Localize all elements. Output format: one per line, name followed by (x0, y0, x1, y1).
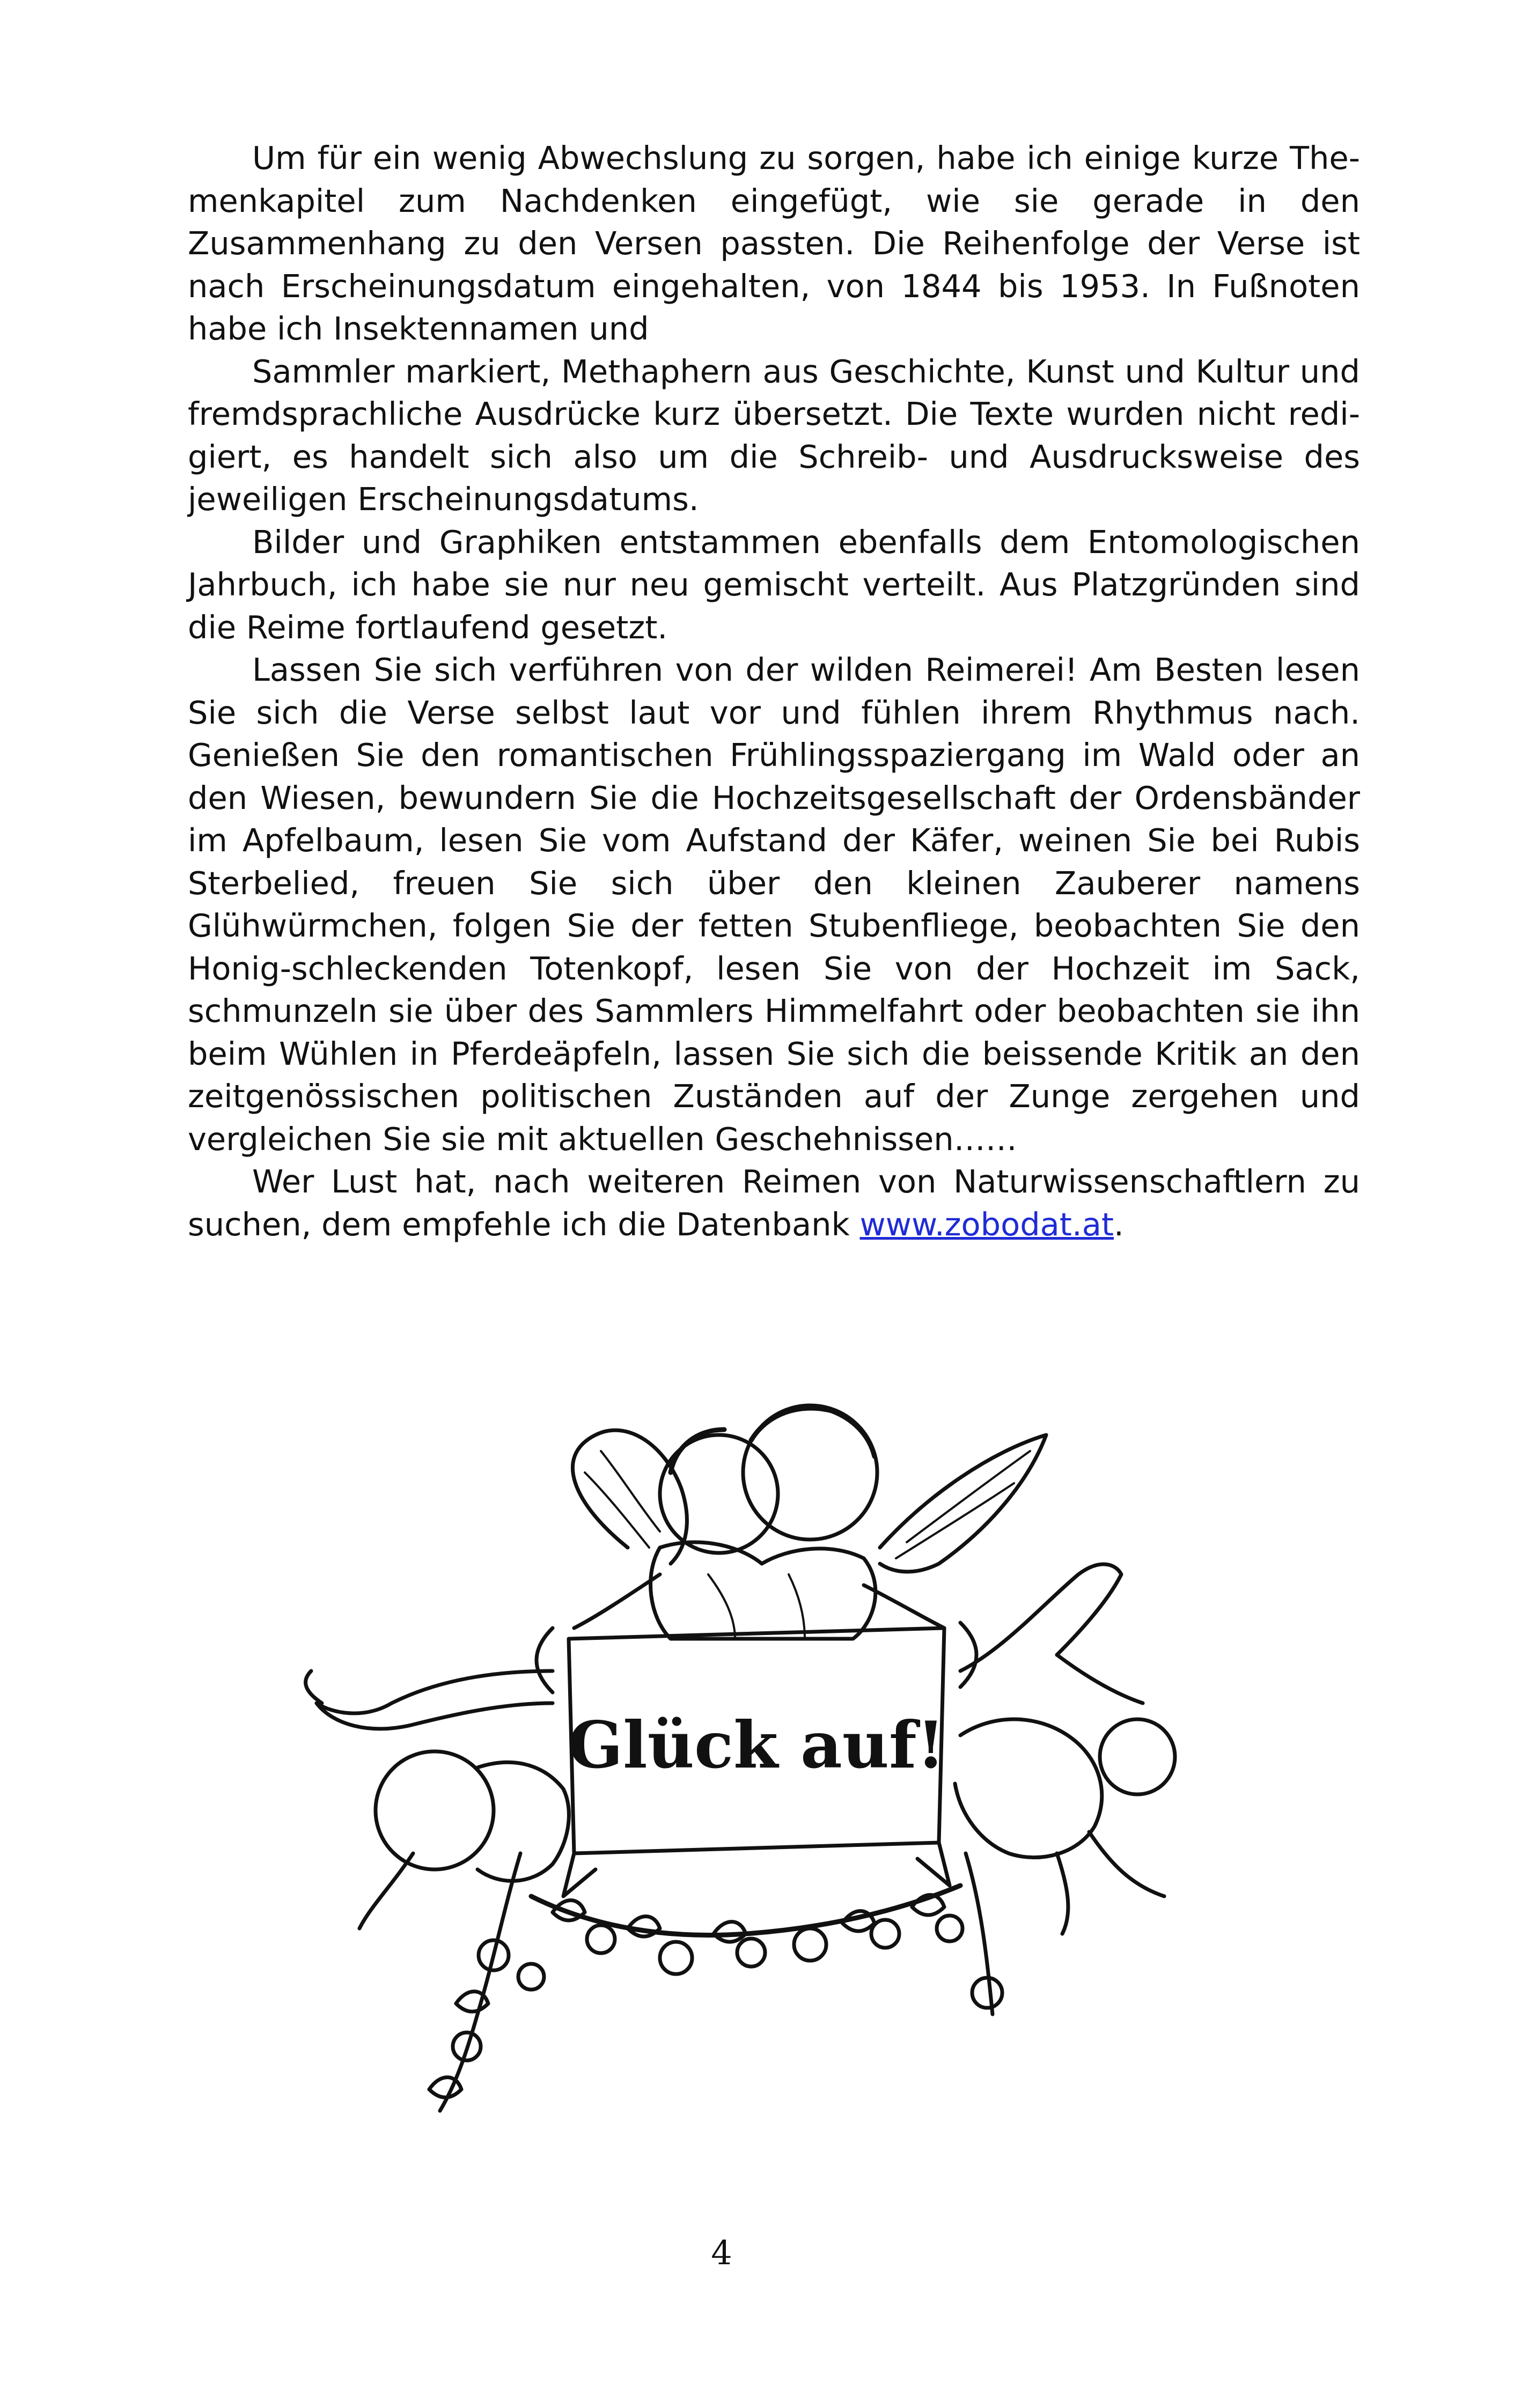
banner-text: Glück auf! (568, 1707, 945, 1783)
paragraph-5-text: Wer Lust hat, nach weiteren Reimen von Naturwissenschaftlern zu suchen, dem empfehle ich die Datenbank (188, 1163, 1360, 1243)
paragraph-4: Lassen Sie sich verführen von der wilden Reimerei! Am Besten lesen Sie sich die Verse selbst laut vor und fühlen ihrem Rhythmus nach. Genießen Sie den romantischen Frühlingsspaziergang im Wald oder an den Wiesen, bewundern Sie die Hochzeitsgesellschaft der Ordensbänder im Apfelbaum, lesen Sie vom Aufstand der Käfer, weinen Sie bei Rubis Sterbelied, freuen Sie sich über den kleinen Zauberer namens Glühwürmchen, folgen Sie der fetten Stubenfliege, beobachten Sie den Honig-schleckenden Totenkopf, lesen Sie von der Hochzeit im Sack, schmunzeln sie über des Sammlers Himmelfahrt oder beobachten sie ihn beim Wühlen in Pferdeäpfeln, lassen Sie sich die beissende Kritik an den zeitgenössischen politischen Zuständen auf der Zunge zergehen und vergleichen Sie sie mit aktuellen Geschehnissen…… (188, 651, 1360, 1158)
paragraph-2: Sammler markiert, Methaphern aus Geschichte, Kunst und Kultur und fremdsprachliche Ausdrücke kurz übersetzt. Die Texte wurden nicht redigiert, es handelt sich also um die Schreib- und Ausdrucksweise des jeweiligen Erscheinungsdatums. (188, 352, 1360, 518)
right-wing (880, 1435, 1046, 1572)
left-cherub-head (376, 1751, 494, 1869)
paragraph-5 (188, 1160, 1360, 1246)
paragraph-3: Bilder und Graphiken entstammen ebenfalls dem Entomologischen Jahrbuch, ich habe sie nur neu gemischt verteilt. Aus Platzgründen sind die Reime fortlaufend gesetzt. (188, 523, 1360, 646)
page-number: 4 (711, 2233, 732, 2272)
left-ribbon (317, 1671, 553, 1729)
paragraph-1: Um für ein wenig Abwechslung zu sorgen, habe ich einige kurze Themenkapitel zum Nachdenken eingefügt, wie sie gerade in den Zusammenhang zu den Versen passten. Die Reihenfolge der Verse ist nach Erscheinungsdatum eingehalten, von 1844 bis 1953. In Fußnoten habe ich Insektennamen und (188, 139, 1360, 347)
cherub-banner-illustration (252, 1371, 1250, 2170)
right-ribbon (960, 1564, 1121, 1671)
cherub-bodies (651, 1542, 876, 1639)
body-text (188, 137, 1360, 1246)
zobodat-link[interactable]: www.zobodat.at (859, 1205, 1114, 1243)
paragraph-5-end: . (1113, 1205, 1124, 1243)
right-cherub-body (955, 1719, 1102, 1858)
cherub-banner-drawing (252, 1371, 1250, 2170)
